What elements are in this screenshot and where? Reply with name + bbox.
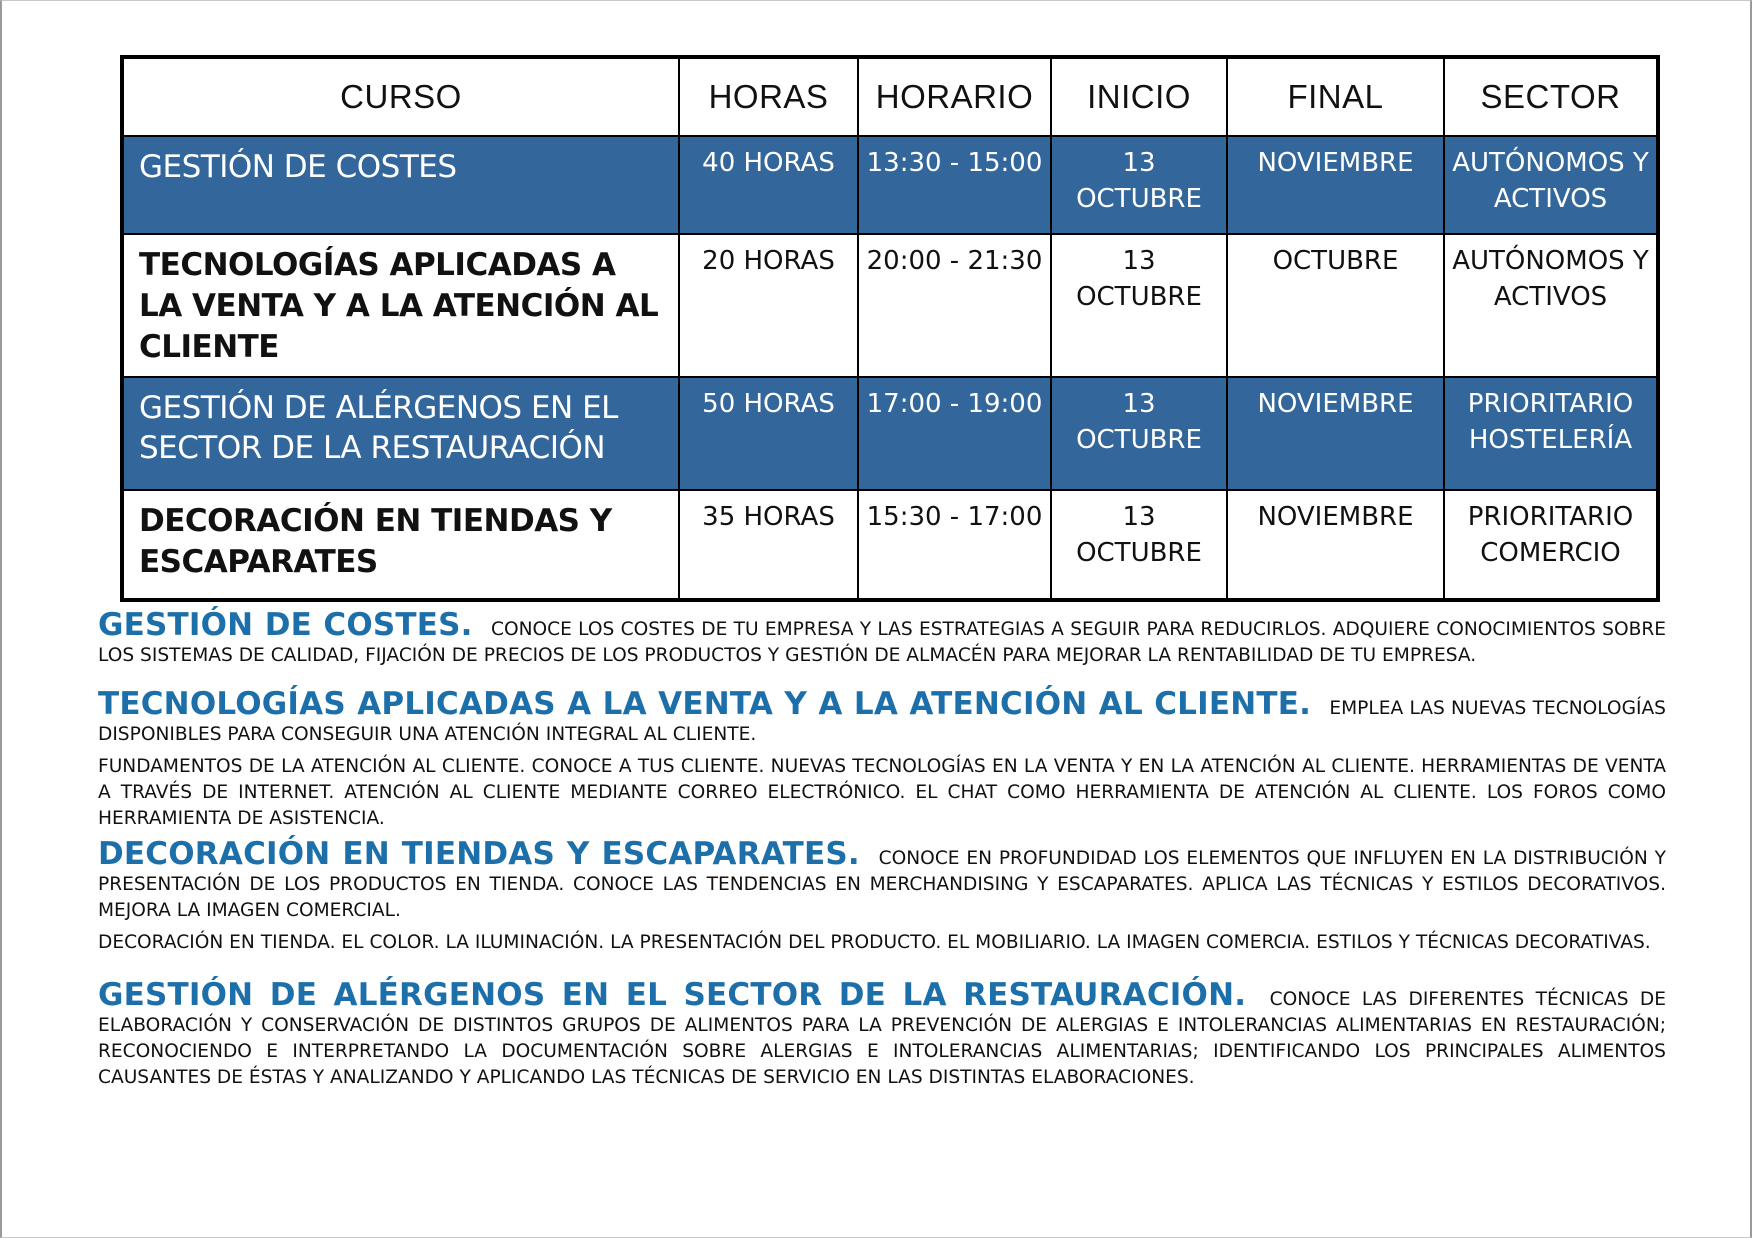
course-schedule: 13:30 - 15:00 — [858, 136, 1051, 234]
table-row — [122, 490, 1658, 600]
description-text: CONOCE EN PROFUNDIDAD LOS ELEMENTOS QUE INFLUYEN EN LA DISTRIBUCIÓN Y PRESENTACIÓN DE LOS PRODUCTOS EN TIENDA. CONOCE LAS TENDENCIAS EN MERCHANDISING Y ESCAPARATES. APLICA LAS TÉCNICAS Y ESTILOS DECORATIVOS. MEJORA LA IMAGEN COMERCIAL. — [98, 848, 1666, 921]
description-contents: DECORACIÓN EN TIENDA. EL COLOR. LA ILUMINACIÓN. LA PRESENTACIÓN DEL PRODUCTO. EL MOBILIARIO. LA IMAGEN COMERCIA. ESTILOS Y TÉCNICAS DECORATIVAS. — [98, 932, 1651, 953]
description-contents: FUNDAMENTOS DE LA ATENCIÓN AL CLIENTE. CONOCE A TUS CLIENTE. NUEVAS TECNOLOGÍAS EN LA VENTA Y EN LA ATENCIÓN AL CLIENTE. HERRAMIENTAS DE VENTA A TRAVÉS DE INTERNET. ATENCIÓN AL CLIENTE MEDIANTE CORREO ELECTRÓNICO. EL CHAT COMO HERRAMIENTA DE ATENCIÓN AL CLIENTE. LOS FOROS COMO HERRAMIENTA DE ASISTENCIA. — [98, 756, 1666, 829]
course-hours: 50 HORAS — [679, 377, 858, 490]
description-heading: DECORACIÓN EN TIENDAS Y ESCAPARATES. — [98, 836, 860, 872]
description-costes — [98, 607, 1666, 669]
course-descriptions — [98, 607, 1666, 1091]
description-heading: GESTIÓN DE COSTES. — [98, 607, 473, 643]
description-heading: TECNOLOGÍAS APLICADAS A LA VENTA Y A LA ATENCIÓN AL CLIENTE. — [98, 686, 1312, 722]
course-hours: 40 HORAS — [679, 136, 858, 234]
course-name: GESTIÓN DE ALÉRGENOS EN EL SECTOR DE LA RESTAURACIÓN — [122, 377, 679, 490]
header-inicio: INICIO — [1051, 57, 1227, 136]
description-alergenos — [98, 977, 1666, 1091]
table-row — [122, 377, 1658, 490]
course-start: 13 OCTUBRE — [1051, 234, 1227, 377]
course-schedule: 20:00 - 21:30 — [858, 234, 1051, 377]
table-row — [122, 136, 1658, 234]
course-sector: AUTÓNOMOS Y ACTIVOS — [1444, 234, 1658, 377]
description-text: CONOCE LAS DIFERENTES TÉCNICAS DE ELABORACIÓN Y CONSERVACIÓN DE DISTINTOS GRUPOS DE ALIMENTOS PARA LA PREVENCIÓN DE ALERGIAS E INTOLERANCIAS ALIMENTARIAS EN RESTAURACIÓN; RECONOCIENDO E INTERPRETANDO LA DOCUMENTACIÓN SOBRE ALERGIAS E INTOLERANCIAS ALIMENTARIAS; IDENTIFICANDO LOS PRINCIPALES ALIMENTOS CAUSANTES DE ÉSTAS Y ANALIZANDO Y APLICANDO LAS TÉCNICAS DE SERVICIO EN LAS DISTINTAS ELABORACIONES. — [98, 989, 1666, 1088]
course-name: GESTIÓN DE COSTES — [122, 136, 679, 234]
course-start: 13 OCTUBRE — [1051, 490, 1227, 600]
description-tecnologias — [98, 686, 1666, 748]
course-end: NOVIEMBRE — [1227, 490, 1444, 600]
header-sector: SECTOR — [1444, 57, 1658, 136]
course-sector: AUTÓNOMOS Y ACTIVOS — [1444, 136, 1658, 234]
table-header-row — [122, 57, 1658, 136]
course-end: OCTUBRE — [1227, 234, 1444, 377]
description-heading: GESTIÓN DE ALÉRGENOS EN EL SECTOR DE LA RESTAURACIÓN. — [98, 977, 1247, 1013]
description-text: CONOCE LOS COSTES DE TU EMPRESA Y LAS ESTRATEGIAS A SEGUIR PARA REDUCIRLOS. ADQUIERE CONOCIMIENTOS SOBRE LOS SISTEMAS DE CALIDAD, FIJACIÓN DE PRECIOS DE LOS PRODUCTOS Y GESTIÓN DE ALMACÉN PARA MEJORAR LA RENTABILIDAD DE TU EMPRESA. — [98, 619, 1666, 666]
course-start: 13 OCTUBRE — [1051, 377, 1227, 490]
header-final: FINAL — [1227, 57, 1444, 136]
header-horas: HORAS — [679, 57, 858, 136]
header-curso: CURSO — [122, 57, 679, 136]
course-end: NOVIEMBRE — [1227, 377, 1444, 490]
course-name: DECORACIÓN EN TIENDAS Y ESCAPARATES — [122, 490, 679, 600]
description-decoracion — [98, 836, 1666, 924]
table-row — [122, 234, 1658, 377]
course-name: TECNOLOGÍAS APLICADAS A LA VENTA Y A LA ATENCIÓN AL CLIENTE — [122, 234, 679, 377]
header-horario: HORARIO — [858, 57, 1051, 136]
courses-table — [120, 55, 1660, 602]
course-sector: PRIORITARIO COMERCIO — [1444, 490, 1658, 600]
course-start: 13 OCTUBRE — [1051, 136, 1227, 234]
description-text: EMPLEA LAS NUEVAS TECNOLOGÍAS DISPONIBLES PARA CONSEGUIR UNA ATENCIÓN INTEGRAL AL CLIENTE. — [98, 698, 1666, 745]
course-schedule: 15:30 - 17:00 — [858, 490, 1051, 600]
course-schedule: 17:00 - 19:00 — [858, 377, 1051, 490]
course-hours: 20 HORAS — [679, 234, 858, 377]
course-hours: 35 HORAS — [679, 490, 858, 600]
course-end: NOVIEMBRE — [1227, 136, 1444, 234]
course-sector: PRIORITARIO HOSTELERÍA — [1444, 377, 1658, 490]
